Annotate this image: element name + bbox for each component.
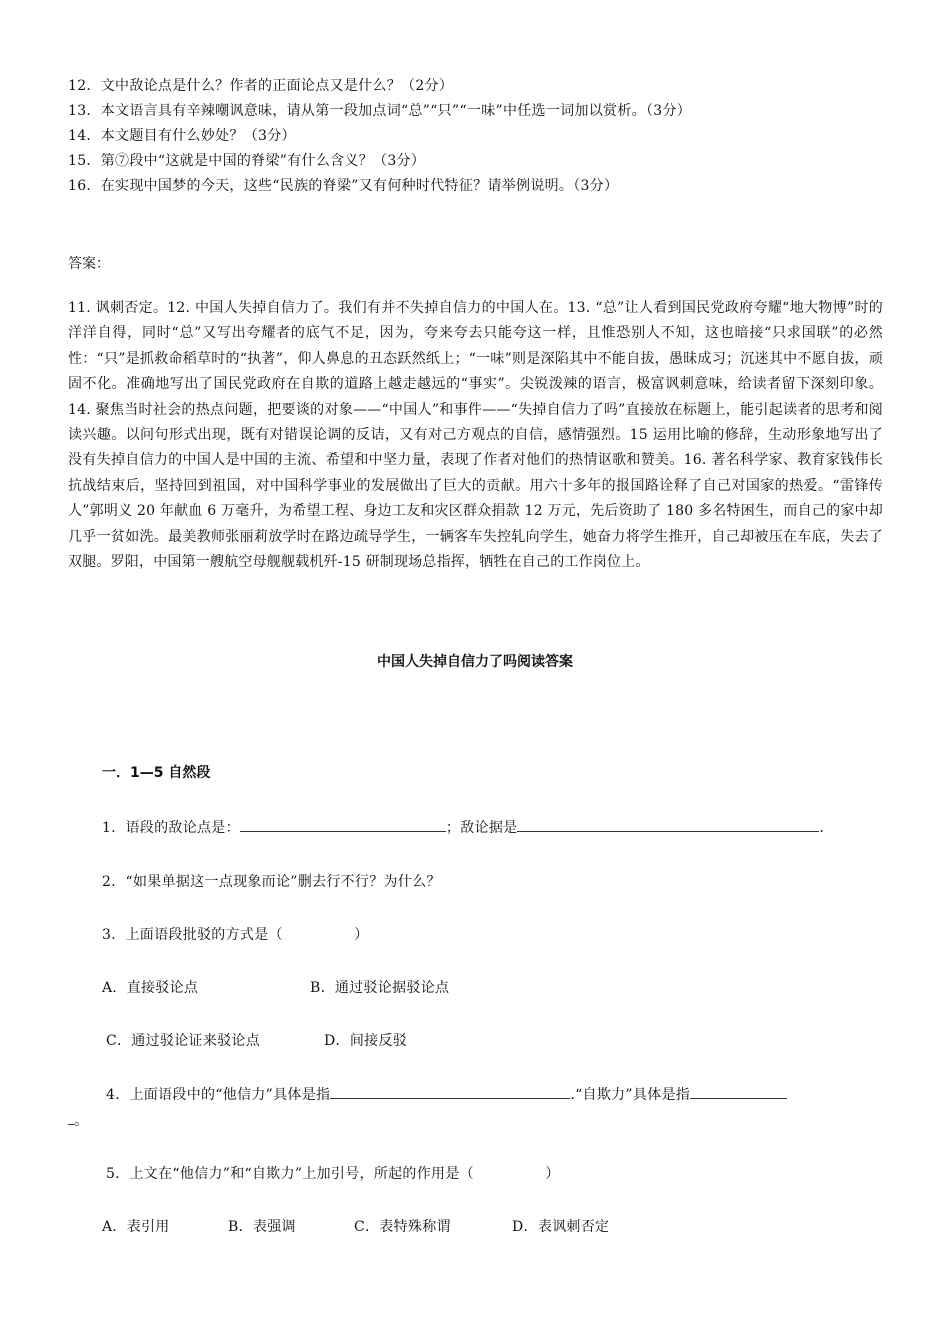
exercise-4-prompt-c: 。 — [74, 1113, 89, 1129]
exercise-3-option-a: A．直接驳论点 — [102, 980, 199, 996]
exercise-5-option-b: B．表强调 — [228, 1219, 296, 1235]
exercise-2: 2．“如果单据这一点现象而论”删去行不行？为什么？ — [102, 874, 441, 890]
exercise-5: 5．上文在“他信力”和“自欺力”上加引号，所起的作用是（ ） — [106, 1166, 560, 1182]
exercise-4-prompt-a: 4．上面语段中的“他信力”具体是指 — [106, 1087, 331, 1103]
answer-text: 11. 讽刺否定。12. 中国人失掉自信力了。我们有并不失掉自信力的中国人在。13. “总”让人看到国民党政府夸耀“地大物博”时的洋洋自得，同时“总”又写出夸耀者的底气不足，因为，夸来夸去只能夸这一样，且惟恐别人不知，这也暗接“只求国联”的必然性：“只”是抓救命稻草时的“执著”，仰人鼻息的丑态跃然纸上；“一味”则是深陷其中不能自拔，愚昧成习；沉迷其中不愿自拔，顽固不化。准确地写出了国民党政府在自欺的道路上越走越远的“事实”。尖锐泼辣的语言，极富讽刺意味，给读者留下深刻印象。14. 聚焦当时社会的热点问题，把要谈的对象——“中国人”和事件——“失掉自信力了吗”直接放在标题上，能引起读者的思考和阅读兴趣。以问句形式出现，既有对错误论调的反诘，又有对己方观点的自信，感情强烈。15 运用比喻的修辞，生动形象地写出了没有失掉自信力的中国人是中国的主流、希望和中坚力量，表现了作者对他们的热情讴歌和赞美。16. 著名科学家、教育家钱伟长抗战结束后，坚持回到祖国，对中国科学事业的发展做出了巨大的贡献。用六十多年的报国路诠释了自己对国家的热爱。“雷锋传人”郭明义 20 年献血 6 万毫升，为希望工程、身边工友和灾区群众捐款 12 万元，先后资助了 180 多名特困生，而自己的家中却几乎一贫如洗。最美教师张丽莉放学时在路边疏导学生，一辆客车失控轧向学生，她奋力将学生推开，自己却被压在车底，失去了双腿。罗阳，中国第一艘航空母舰舰载机歼-15 研制现场总指挥，牺牲在自己的工作岗位上。 — [68, 300, 883, 571]
question-16: 16．在实现中国梦的今天，这些“民族的脊梁”又有何种时代特征？请举例说明。（3分） — [68, 178, 619, 194]
exercise-1 — [102, 817, 824, 837]
exercise-3: 3．上面语段批驳的方式是（ ） — [102, 927, 369, 943]
exercise-4 — [106, 1084, 787, 1104]
answer-label: 答案： — [68, 256, 110, 272]
answer-blank-2[interactable] — [517, 817, 819, 832]
exercise-4-continuation — [68, 1110, 88, 1130]
exercise-1-prompt-b: ；敌论据是 — [445, 820, 518, 836]
section-heading: 一．1—5 自然段 — [102, 765, 211, 781]
question-13: 13．本文语言具有辛辣嘲讽意味，请从第一段加点词“总”“只”“一味”中任选一词加以赏析。（3分） — [68, 103, 692, 119]
answer-body — [68, 296, 883, 575]
question-12: 12．文中敌论点是什么？作者的正面论点又是什么？（2分） — [68, 78, 454, 94]
answer-blank-4[interactable] — [690, 1084, 787, 1099]
answer-blank-1[interactable] — [240, 817, 446, 832]
exercise-5-option-a: A．表引用 — [102, 1219, 170, 1235]
answer-blank-3[interactable] — [330, 1084, 570, 1099]
exercise-1-prompt-a: 1．语段的敌论点是： — [102, 820, 240, 836]
exercise-5-option-d: D．表讽刺否定 — [512, 1219, 610, 1235]
section-title: 中国人失掉自信力了吗阅读答案 — [377, 654, 573, 670]
exercise-5-option-c: C．表特殊称谓 — [354, 1219, 451, 1235]
exercise-3-option-b: B．通过驳论据驳论点 — [310, 980, 450, 996]
question-14: 14．本文题目有什么妙处？（3分） — [68, 128, 296, 144]
question-15: 15．第⑦段中“这就是中国的脊梁”有什么含义？（3分） — [68, 153, 426, 169]
exercise-1-prompt-c: . — [819, 820, 825, 836]
exercise-3-option-c: C．通过驳论证来驳论点 — [106, 1033, 261, 1049]
exercise-4-prompt-b: .“自欺力”具体是指 — [570, 1087, 691, 1103]
exercise-3-option-d: D．间接反驳 — [324, 1033, 408, 1049]
